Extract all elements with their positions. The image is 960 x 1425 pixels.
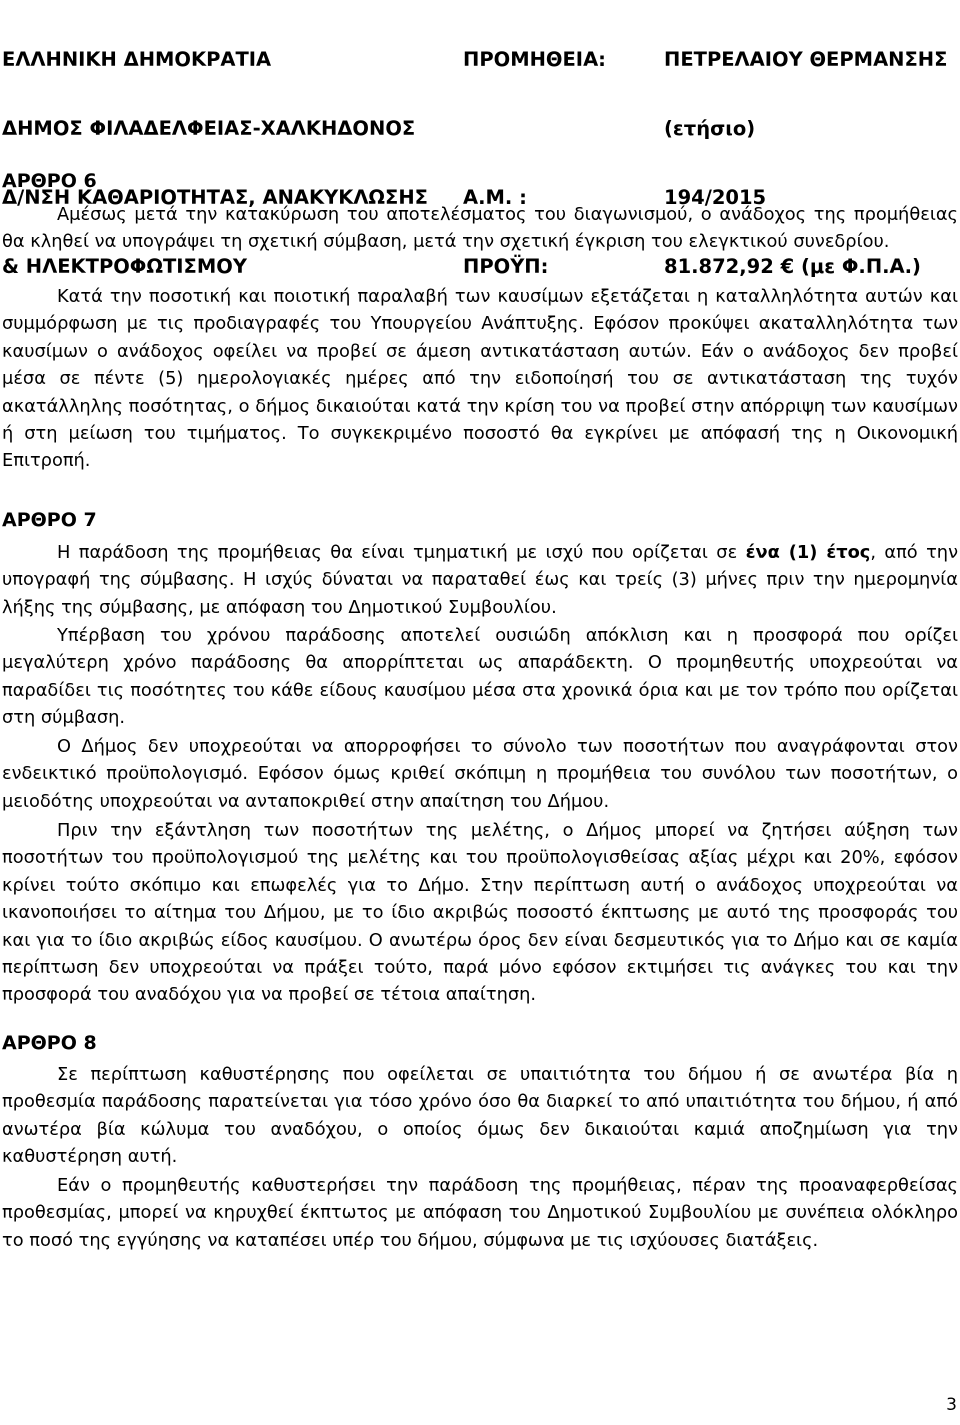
text-run: , από την υπογραφή της σύμβασης. Η ισχύς δύναται να παραταθεί έως και τρείς (3) μήνες πριν την ημερομηνία λήξης της σύμβασης, με απόφαση του Δημοτικού Συμβουλίου.	[2, 542, 958, 618]
article-7-paragraph-4: Πριν την εξάντληση των ποσοτήτων της μελέτης, ο Δήμος μπορεί να ζητήσει αύξηση των ποσοτήτων του προϋπολογισμού της μελέτης και του προϋπολογισθείσας αξίας μέχρι και 20%, εφόσον κρίνει τούτο σκόπιμο και επωφελές για το Δήμο. Στην περίπτωση αυτή ο ανάδοχος υποχρεούται να ικανοποιήσει το αίτημα του Δήμου, με το ίδιο ακριβώς ποσοστό έκπτωσης με αυτό της προσφοράς του και για το ίδιο ακριβώς είδος καυσίμου. Ο ανωτέρω όρος δεν είναι δεσμευτικός για το Δήμο και σε καμία περίπτωση δεν υποχρεούται να πράξει τούτο, παρά μόνο εφόσον εκτιμήσει τις ανάγκες του και την προσφορά του αναδόχου για να προβεί σε τέτοια απαίτηση.	[2, 820, 958, 1006]
header-value: (ετήσιο)	[664, 117, 756, 140]
header-issuer-line: ΕΛΛΗΝΙΚΗ ΔΗΜΟΚΡΑΤΙΑ	[2, 48, 272, 71]
article-7-title: ΑΡΘΡΟ 7	[2, 509, 97, 531]
article-6-paragraph-2: Κατά την ποσοτική και ποιοτική παραλαβή των καυσίμων εξετάζεται η καταλληλότητα αυτών και συμμόρφωση με τις προδιαγραφές του Υπουργείου Ανάπτυξης. Εφόσον προκύψει ακαταλληλότητα των καυσίμων ο ανάδοχος οφείλει να προβεί σε άμεση αντικατάσταση αυτών. Εάν ο ανάδοχος δεν προβεί μέσα σε πέντε (5) ημερολογιακές ημέρες από την ειδοποίησή του σε αντικατάσταση της τυχόν ακατάλληλης ποσότητας, ο δήμος δικαιούται κατά την κρίση του να προβεί στην απόρριψη των καυσίμων ή στη μείωση του τιμήματος. Το συγκεκριμένο ποσοστό θα εγκρίνει με απόφασή της η Οικονομική Επιτροπή.	[2, 286, 958, 472]
article-6-title: ΑΡΘΡΟ 6	[2, 170, 97, 192]
header-issuer-line: ΔΗΜΟΣ ΦΙΛΑΔΕΛΦΕΙΑΣ-ΧΑΛΚΗΔΟΝΟΣ	[2, 117, 416, 140]
article-7-paragraph-2: Υπέρβαση του χρόνου παράδοσης αποτελεί ουσιώδη απόκλιση και η προσφορά που ορίζει μεγαλύτερη χρόνο παράδοσης θα απορρίπτεται ως απαράδεκτη. Ο προμηθευτής υποχρεούται να παραδίδει τις ποσότητες του κάθε είδους καυσίμου μέσα στα χρονικά όρια και με τον τρόπο που ορίζεται στη σύμβαση.	[2, 625, 958, 729]
header-label: Α.Μ. :	[463, 186, 527, 209]
article-8-paragraph-1: Σε περίπτωση καθυστέρησης που οφείλεται σε υπαιτιότητα του δήμου ή σε ανωτέρα βία η προθεσμία παράδοσης παρατείνεται για τόσο χρόνο όσο θα διαρκεί το από υπαιτιότητα του δήμου, ή από ανωτέρα βία κώλυμα του αναδόχου, ο οποίος όμως δεν δικαιούται καμιά αποζημίωση για την καθυστέρηση αυτή.	[2, 1064, 958, 1168]
article-8-title: ΑΡΘΡΟ 8	[2, 1032, 97, 1054]
article-7-paragraph-1	[2, 539, 958, 621]
article-6-paragraph-1: Αμέσως μετά την κατακύρωση του αποτελέσματος του διαγωνισμού, ο ανάδοχος της προμήθειας θα κληθεί να υπογράψει τη σχετική σύμβαση, μετά την σχετική έγκριση του ελεγκτικού συνεδρίου.	[2, 204, 958, 253]
article-7-paragraph-3: Ο Δήμος δεν υποχρεούται να απορροφήσει το σύνολο των ποσοτήτων που αναγράφονται στον ενδεικτικό προϋπολογισμό. Εφόσον όμως κριθεί σκόπιμη η προμήθεια του συνόλου των ποσοτήτων, ο μειοδότης υποχρεούται να ανταποκριθεί στην απαίτηση του Δήμου.	[2, 736, 958, 812]
article-8-paragraph-2: Εάν ο προμηθευτής καθυστερήσει την παράδοση της προμήθειας, πέραν της προαναφερθείσας προθεσμίας, μπορεί να κηρυχθεί έκπτωτος με απόφαση του Δημοτικού Συμβουλίου με συνέπεια ολόκληρο το ποσό της εγγύησης να καταπέσει υπέρ του δήμου, σύμφωνα με τις ισχύουσες διατάξεις.	[2, 1175, 958, 1251]
header-issuer	[2, 2, 428, 324]
text-run: Η παράδοση της προμήθειας θα είναι τμηματική με ισχύ που ορίζεται σε	[57, 542, 746, 563]
header-label: ΠΡΟΫΠ:	[463, 255, 549, 278]
header-value: 194/2015	[664, 186, 767, 209]
header-label: ΠΡΟΜΗΘΕΙΑ:	[463, 48, 606, 71]
header-label	[463, 117, 606, 140]
header-field-values	[664, 2, 947, 324]
header-field-labels	[463, 2, 606, 324]
header-issuer-line: & ΗΛΕΚΤΡΟΦΩΤΙΣΜΟΥ	[2, 255, 247, 278]
header-value: 81.872,92 € (με Φ.Π.Α.)	[664, 255, 921, 278]
header-issuer-line: Δ/ΝΣΗ ΚΑΘΑΡΙΟΤΗΤΑΣ, ΑΝΑΚΥΚΛΩΣΗΣ	[2, 186, 428, 209]
page-number: 3	[946, 1395, 957, 1415]
duration-emphasis: ένα (1) έτος	[745, 542, 871, 563]
header-value: ΠΕΤΡΕΛΑΙΟΥ ΘΕΡΜΑΝΣΗΣ	[664, 48, 948, 71]
